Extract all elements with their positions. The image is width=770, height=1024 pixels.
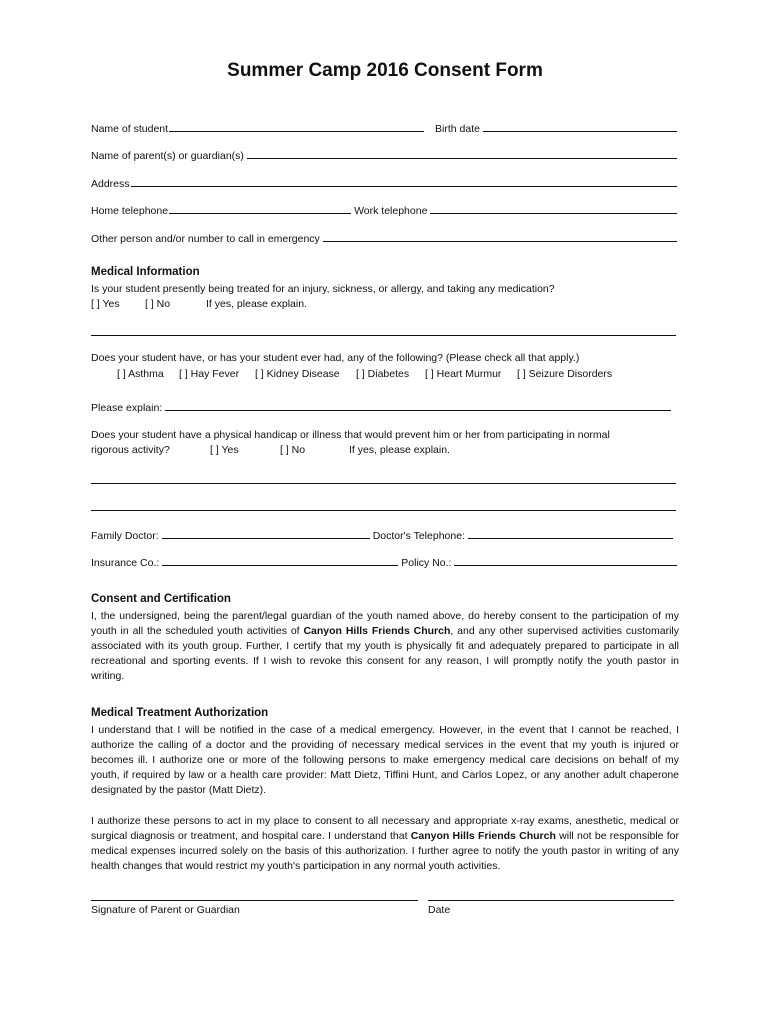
address-field[interactable] — [131, 175, 677, 187]
q1-explain-line[interactable] — [91, 335, 676, 336]
treatment-paragraph-1: I understand that I will be notified in the case of a medical emergency. However, in the event that I cannot be reached, I authorize the calling of a doctor and the providing of necessary medical services in the event that my youth is injured or becomes ill. I authorize one or more of the following persons to make emergency medical care decisions on behalf of my youth, if required by law or a health care provider: Matt Dietz, Tiffini Hunt, and Carlos Lopez, or any another adult chaperone designated by the pastor (Matt Dietz). — [91, 724, 679, 796]
date-line[interactable] — [428, 900, 674, 901]
doctor-row — [91, 527, 676, 542]
q1-yes-checkbox[interactable]: [ ] Yes — [91, 298, 120, 310]
consent-text-2: , and any other supervised activities customarily associated with its youth group. Further, I certify that my youth is physically fit and adequately prepared to participate in all recreational and sporting events. If I wish to revoke this consent for any reason, I will promptly notify the youth pastor in writing. — [91, 625, 680, 682]
q1-no-checkbox[interactable]: [ ] No — [145, 298, 171, 310]
please-explain-field[interactable] — [165, 399, 671, 411]
q3-explain-label: If yes, please explain. — [349, 444, 450, 456]
family-doctor-field[interactable] — [162, 527, 370, 539]
policy-label: Policy No.: — [401, 557, 452, 569]
home-phone-label: Home telephone — [91, 205, 169, 217]
medical-question-3: Does your student have a physical handicap or illness that would prevent him or her from participating in normal — [91, 429, 610, 441]
consent-heading: Consent and Certification — [91, 593, 231, 605]
treatment-heading: Medical Treatment Authorization — [91, 707, 269, 719]
condition-hay-fever-checkbox[interactable]: [ ] Hay Fever — [179, 368, 240, 380]
policy-field[interactable] — [454, 554, 677, 566]
condition-asthma-checkbox[interactable]: [ ] Asthma — [117, 368, 164, 380]
insurance-field[interactable] — [162, 554, 398, 566]
medical-heading: Medical Information — [91, 266, 200, 278]
consent-text-1: I, the undersigned, being the parent/legal guardian of the youth named above, do hereby consent to the participation of my youth in all the scheduled youth activities of — [91, 610, 679, 637]
student-name-label: Name of student — [91, 123, 169, 135]
page-title: Summer Camp 2016 Consent Form — [227, 60, 543, 81]
student-name-field[interactable] — [169, 120, 424, 132]
parent-row — [91, 147, 680, 162]
medical-question-2: Does your student have, or has your student ever had, any of the following? (Please check all that apply.) — [91, 352, 580, 364]
insurance-label: Insurance Co.: — [91, 557, 160, 569]
church-name: Canyon Hills Friends Church — [303, 625, 451, 637]
consent-paragraph — [91, 609, 679, 684]
medical-question-3-cont: rigorous activity? — [91, 444, 170, 456]
signature-label: Signature of Parent or Guardian — [91, 904, 240, 916]
birth-date-field[interactable] — [483, 120, 677, 132]
please-explain-label: Please explain: — [91, 402, 163, 414]
medical-question-1: Is your student presently being treated for an injury, sickness, or allergy, and taking any medication? — [91, 283, 555, 295]
student-row — [91, 120, 680, 135]
condition-heart-murmur-checkbox[interactable]: [ ] Heart Murmur — [425, 368, 502, 380]
signature-line[interactable] — [91, 900, 418, 901]
condition-seizure-checkbox[interactable]: [ ] Seizure Disorders — [517, 368, 613, 380]
q3-no-checkbox[interactable]: [ ] No — [280, 444, 306, 456]
parent-name-field[interactable] — [247, 147, 677, 159]
work-phone-label: Work telephone — [354, 205, 428, 217]
address-row — [91, 175, 680, 190]
church-name-2: Canyon Hills Friends Church — [410, 830, 556, 842]
condition-diabetes-checkbox[interactable]: [ ] Diabetes — [356, 368, 410, 380]
treatment-text-1: I authorize these persons to act in my place to consent to all necessary and appropriate x-ray exams, anesthetic, medical or surgical diagnosis or treatment, and hospital care. I understand that — [91, 815, 679, 842]
emergency-field[interactable] — [323, 230, 677, 242]
address-label: Address — [91, 178, 130, 190]
doctor-phone-label: Doctor's Telephone: — [372, 530, 465, 542]
q1-explain-label: If yes, please explain. — [206, 298, 307, 310]
home-phone-field[interactable] — [169, 202, 351, 214]
q3-explain-line-1[interactable] — [91, 483, 676, 484]
please-explain-row — [91, 399, 674, 414]
treatment-paragraph-2 — [91, 814, 679, 874]
q3-explain-line-2[interactable] — [91, 510, 676, 511]
condition-kidney-checkbox[interactable]: [ ] Kidney Disease — [255, 368, 340, 380]
insurance-row — [91, 554, 680, 569]
date-label: Date — [428, 904, 451, 916]
emergency-label: Other person and/or number to call in emergency — [91, 233, 320, 245]
doctor-phone-field[interactable] — [468, 527, 673, 539]
family-doctor-label: Family Doctor: — [91, 530, 159, 542]
work-phone-field[interactable] — [430, 202, 677, 214]
parent-name-label: Name of parent(s) or guardian(s) — [91, 150, 244, 162]
phone-row — [91, 202, 680, 217]
emergency-row — [91, 230, 680, 245]
birth-date-label: Birth date — [435, 123, 480, 135]
q3-yes-checkbox[interactable]: [ ] Yes — [210, 444, 239, 456]
treatment-text-2: will not be responsible for medical expenses incurred solely on the basis of this authorization. I further agree to notify the youth pastor in writing of any health changes that would restrict my youth's participation in any normal youth activities. — [91, 830, 679, 872]
